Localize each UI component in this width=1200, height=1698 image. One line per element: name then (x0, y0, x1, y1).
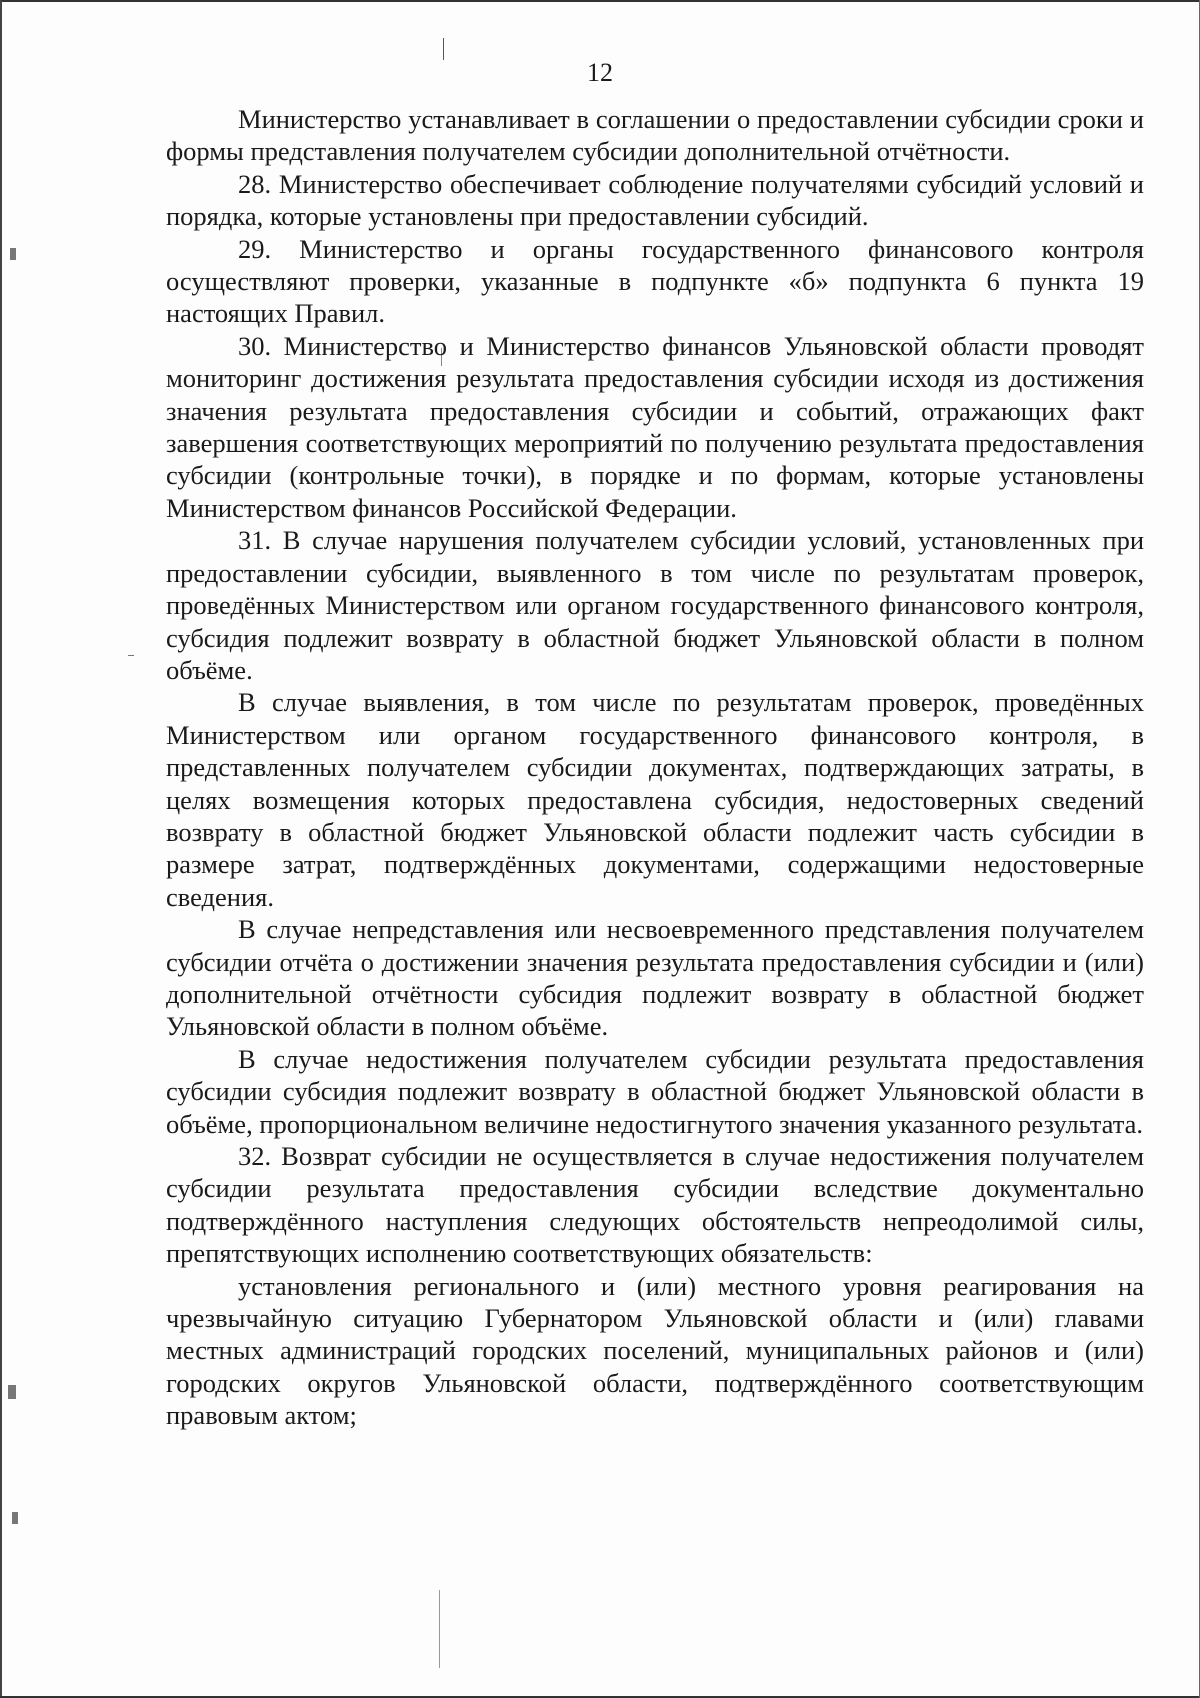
scan-mark (8, 1385, 16, 1399)
paragraph: В случае выявления, в том числе по результатам проверок, проведённых Министерством или органом государственного финансового контроля, в представленных получателем субсидии документах, подтверждающих затраты, в целях возмещения которых предоставлена субсидия, недостоверных сведений возврату в областной бюджет Ульяновской области подлежит часть субсидии в размере затрат, подтверждённых документами, содержащими недостоверные сведения. (166, 687, 1144, 912)
paragraph-29: 29. Министерство и органы государственного финансового контроля осуществляют проверки, указанные в подпункте «б» подпункта 6 пункта 19 настоящих Правил. (166, 233, 1144, 329)
scan-mark (128, 655, 134, 656)
paragraph-30: 30. Министерство и Министерство финансов Ульяновской области проводят мониторинг достижения результата предоставления субсидии исходя из достижения значения результата предоставления субсидии и событий, отражающих факт завершения соответствующих мероприятий по получению результата предоставления субсидии (контрольные точки), в порядке и по формам, которые установлены Министерством финансов Российской Федерации. (166, 330, 1144, 523)
page-number: 12 (587, 58, 613, 87)
paragraph: В случае недостижения получателем субсидии результата предоставления субсидии субсидия подлежит возврату в областной бюджет Ульяновской области в объёме, пропорциональном величине недостигнутого значения указанного результата. (166, 1043, 1144, 1139)
scan-mark (12, 1512, 18, 1524)
scan-mark (439, 1590, 440, 1668)
paragraph-32: 32. Возврат субсидии не осуществляется в случае недостижения получателем субсидии результата предоставления субсидии вследствие документально подтверждённого наступления следующих обстоятельств непреодолимой силы, препятствующих исполнению соответствующих обязательств: (166, 1141, 1144, 1269)
scan-edge-top (0, 0, 1200, 2)
paragraph: Министерство устанавливает в соглашении о предоставлении субсидии сроки и формы представления получателем субсидии дополнительной отчётности. (166, 104, 1144, 167)
scan-mark (10, 248, 16, 260)
scan-mark (443, 38, 444, 60)
paragraph-31: 31. В случае нарушения получателем субсидии условий, установленных при предоставлении субсидии, выявленного в том числе по результатам проверок, проведённых Министерством или органом государственного финансового контроля, субсидия подлежит возврату в областной бюджет Ульяновской области в полном объёме. (166, 525, 1144, 685)
paragraph-28: 28. Министерство обеспечивает соблюдение получателями субсидий условий и порядка, которые установлены при предоставлении субсидий. (166, 168, 1144, 232)
scan-edge-left (0, 0, 2, 1698)
paragraph: установления регионального и (или) местного уровня реагирования на чрезвычайную ситуацию Губернатором Ульяновской области и (или) главами местных администраций городских поселений, муниципальных районов и (или) городских округов Ульяновской области, подтверждённого соответствующим правовым актом; (166, 1270, 1144, 1431)
document-body (166, 103, 1144, 1432)
paragraph: В случае непредставления или несвоевременного представления получателем субсидии отчёта о достижении значения результата предоставления субсидии и (или) дополнительной отчётности субсидия подлежит возврату в областной бюджет Ульяновской области в полном объёме. (166, 914, 1144, 1042)
